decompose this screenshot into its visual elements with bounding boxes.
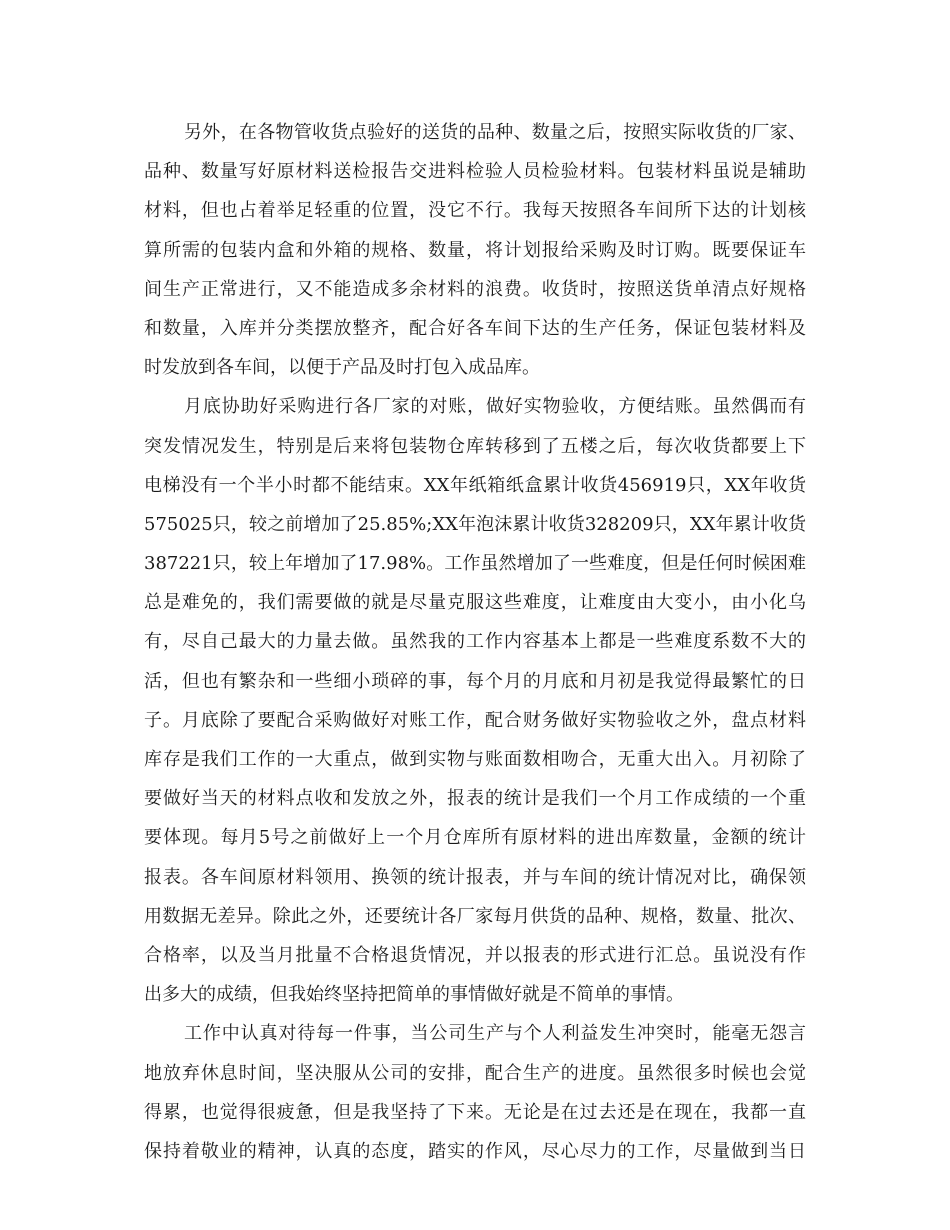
text-line: 合格率，以及当月批量不合格退货情况，并以报表的形式进行汇总。虽说没有作 [144, 944, 806, 966]
paragraph-receiving-inspection [144, 113, 806, 387]
text-line: 有，尽自己最大的力量去做。虽然我的工作内容基本上都是一些难度系数不大的 [144, 631, 806, 653]
text-line: 另外，在各物管收货点验好的送货的品种、数量之后，按照实际收货的厂家、 [184, 122, 806, 143]
text-line: 报表。各车间原材料领用、换领的统计报表，并与车间的统计情况对比，确保领 [144, 866, 806, 888]
text-line: 得累，也觉得很疲惫，但是我坚持了下来。无论是在过去还是在现在，我都一直 [144, 1101, 806, 1123]
text-line: 和数量，入库并分类摆放整齐，配合好各车间下达的生产任务，保证包装材料及 [144, 317, 806, 339]
text-line: 总是难免的，我们需要做的就是尽量克服这些难度，让难度由大变小，由小化乌 [144, 592, 806, 614]
text-line: 保持着敬业的精神，认真的态度，踏实的作风，尽心尽力的工作，尽量做到当日 [144, 1140, 806, 1162]
paragraph-work-attitude [144, 1014, 806, 1171]
text-line: 子。月底除了要配合采购做好对账工作，配合财务做好实物验收之外，盘点材料 [144, 709, 806, 731]
text-line: 地放弃休息时间，坚决服从公司的安排，配合生产的进度。虽然很多时候也会觉 [144, 1062, 806, 1084]
text-line: 575025只，较之前增加了25.85%;XX年泡沫累计收货328209只，XX年累计收货 [144, 513, 806, 535]
text-line: 算所需的包装内盒和外箱的规格、数量，将计划报给采购及时订购。既要保证车 [144, 239, 806, 261]
text-line: 时发放到各车间，以便于产品及时打包入成品库。 [144, 357, 540, 379]
text-line: 用数据无差异。除此之外，还要统计各厂家每月供货的品种、规格，数量、批次、 [144, 905, 806, 927]
text-line: 活，但也有繁杂和一些细小琐碎的事，每个月的月底和月初是我觉得最繁忙的日 [144, 670, 806, 692]
paragraph-month-end-reconciliation [144, 387, 806, 1014]
text-line: 要做好当天的材料点收和发放之外，报表的统计是我们一个月工作成绩的一个重 [144, 788, 806, 810]
text-line: 要体现。每月5号之前做好上一个月仓库所有原材料的进出库数量，金额的统计 [144, 827, 806, 849]
text-line: 月底协助好采购进行各厂家的对账，做好实物验收，方便结账。虽然偶而有 [184, 396, 806, 418]
document-body [144, 113, 806, 1171]
text-line: 品种、数量写好原材料送检报告交进料检验人员检验材料。包装材料虽说是辅助 [144, 161, 806, 183]
text-line: 材料，但也占着举足轻重的位置，没它不行。我每天按照各车间所下达的计划核 [144, 200, 806, 222]
text-line: 间生产正常进行，又不能造成多余材料的浪费。收货时，按照送货单清点好规格 [144, 278, 806, 300]
text-line: 387221只，较上年增加了17.98%。工作虽然增加了一些难度，但是任何时候困难 [144, 553, 806, 575]
text-line: 电梯没有一个半小时都不能结束。XX年纸箱纸盒累计收货456919只，XX年收货 [144, 474, 806, 496]
text-line: 工作中认真对待每一件事，当公司生产与个人利益发生冲突时，能毫无怨言 [184, 1023, 806, 1045]
text-line: 出多大的成绩，但我始终坚持把简单的事情做好就是不简单的事情。 [144, 984, 684, 1006]
text-line: 库存是我们工作的一大重点，做到实物与账面数相吻合，无重大出入。月初除了 [144, 749, 806, 770]
text-line: 突发情况发生，特别是后来将包装物仓库转移到了五楼之后，每次收货都要上下 [144, 435, 806, 457]
